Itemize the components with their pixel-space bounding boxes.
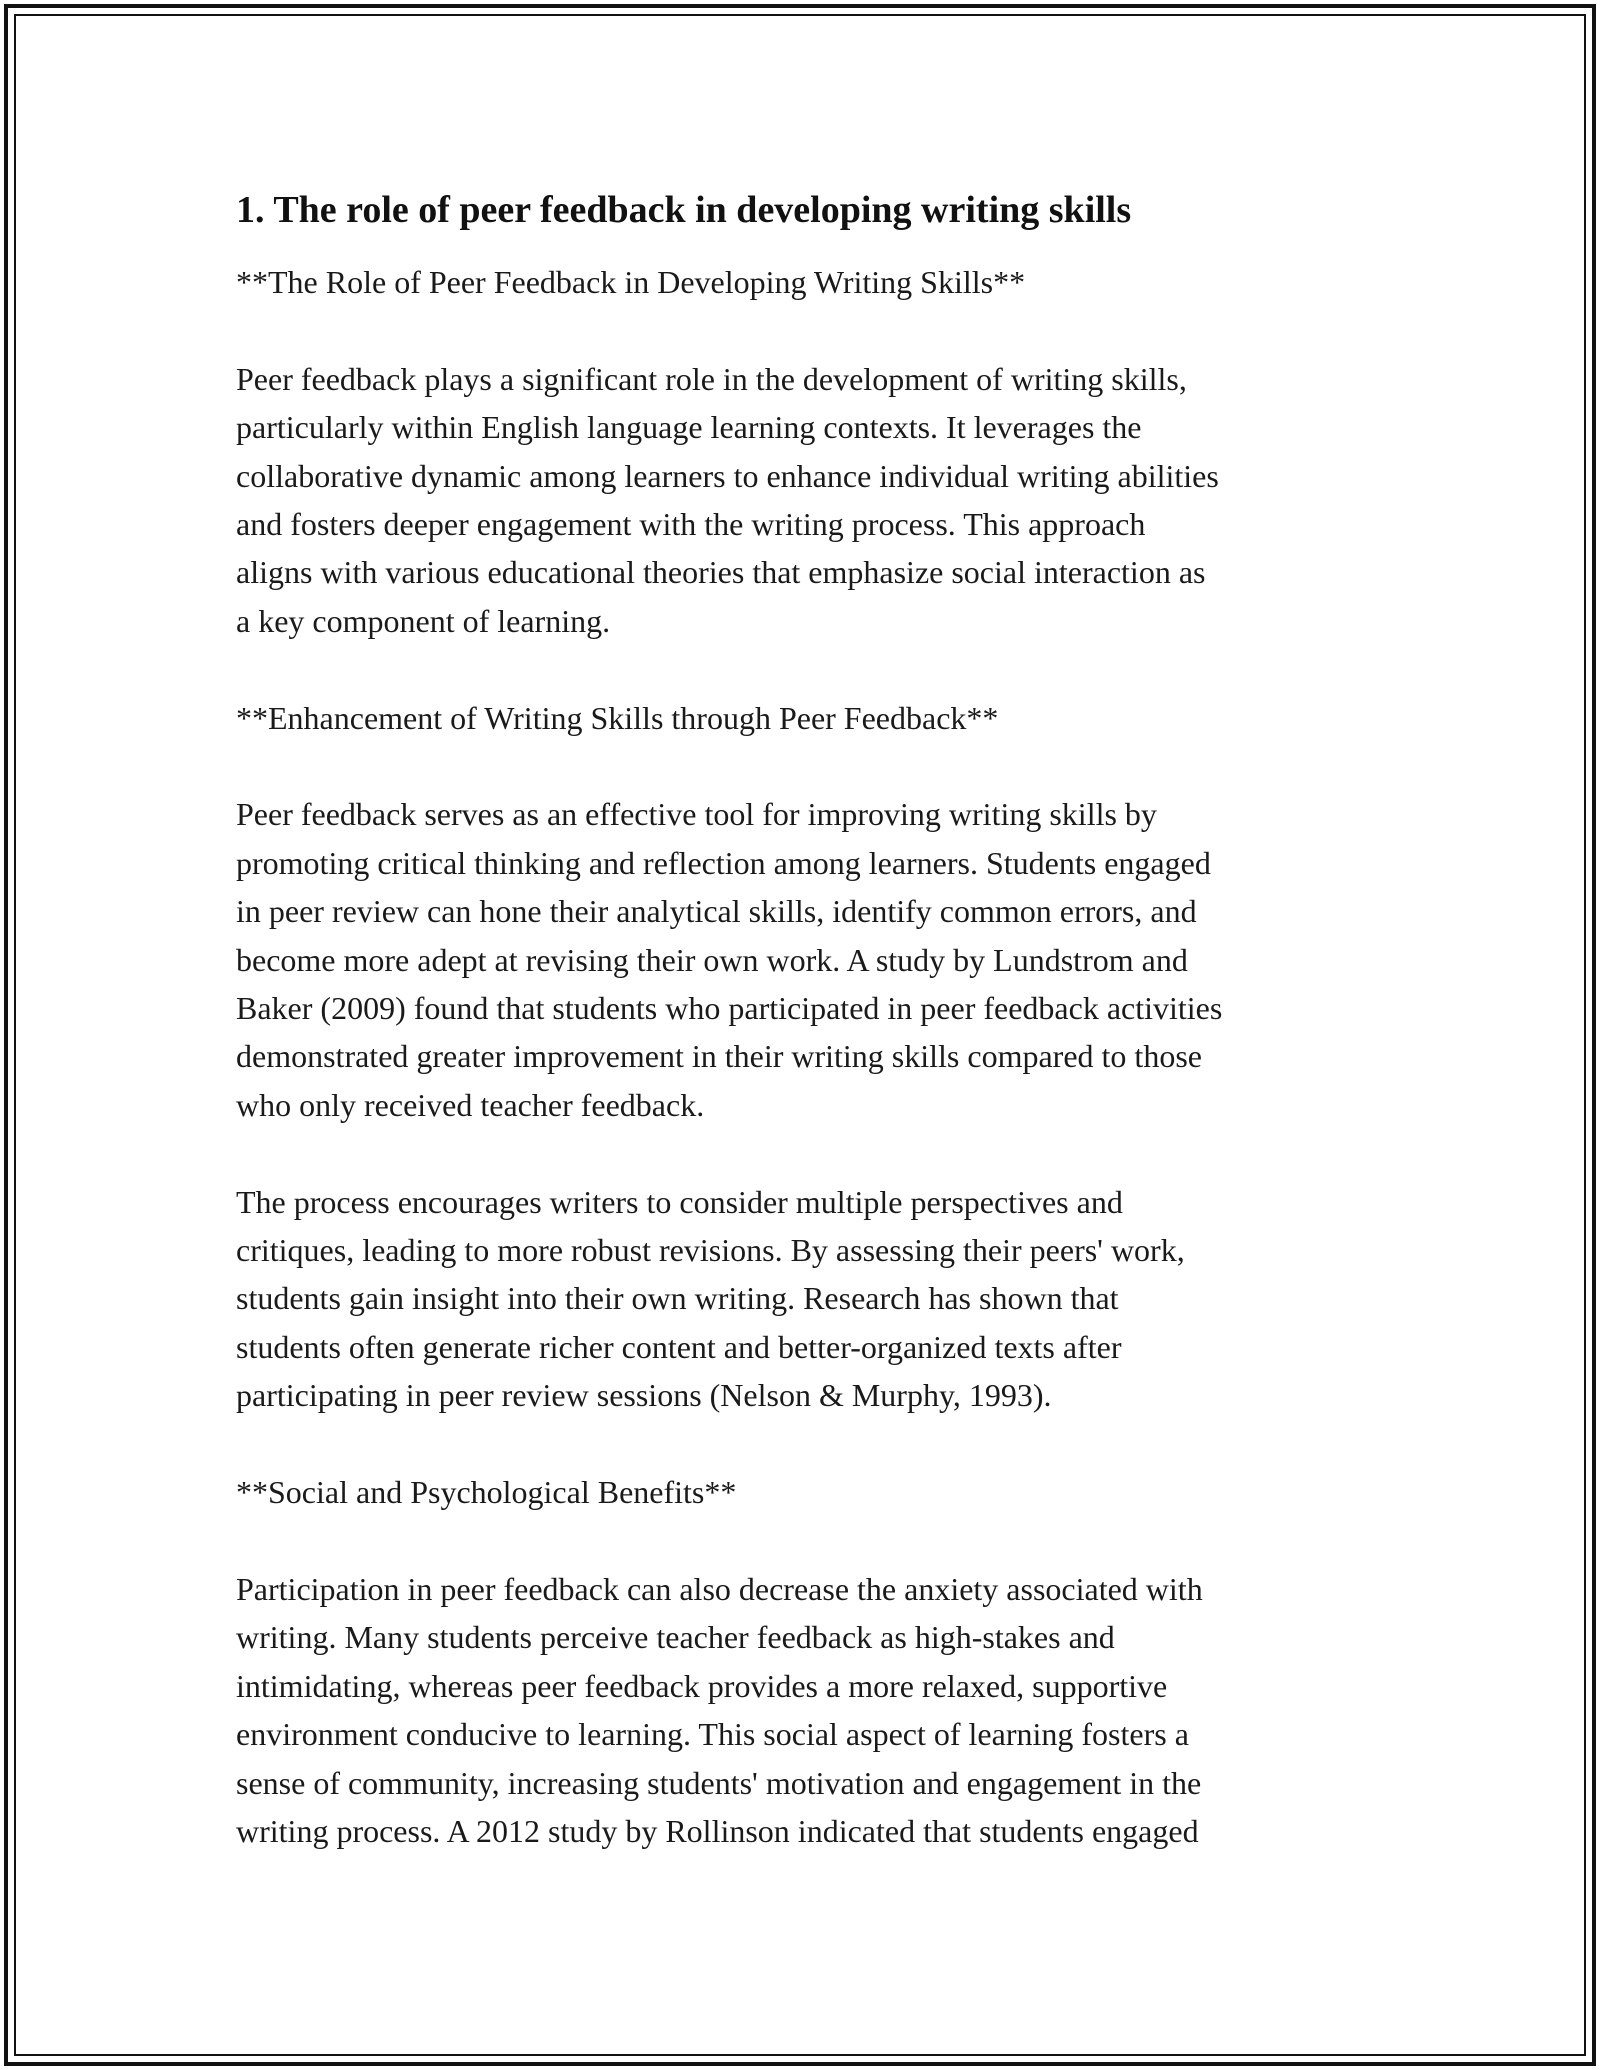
text-line: **Social and Psychological Benefits** <box>236 1474 737 1511</box>
text-line: a key component of learning. <box>236 602 611 639</box>
subsection-title <box>236 694 1376 742</box>
document-blocks <box>236 258 1376 1855</box>
text-line: in peer review can hone their analytical skills, identify common errors, and <box>236 893 1197 930</box>
text-line: environment conducive to learning. This social aspect of learning fosters a <box>236 1716 1189 1753</box>
text-line: collaborative dynamic among learners to enhance individual writing abilities <box>236 457 1219 494</box>
text-line: Baker (2009) found that students who participated in peer feedback activities <box>236 990 1223 1027</box>
text-line: writing process. A 2012 study by Rollinson indicated that students engaged <box>236 1812 1199 1849</box>
text-line: participating in peer review sessions (Nelson & Murphy, 1993). <box>236 1377 1052 1414</box>
text-line: and fosters deeper engagement with the writing process. This approach <box>236 506 1146 543</box>
text-line: become more adept at revising their own work. A study by Lundstrom and <box>236 941 1188 978</box>
paragraph <box>236 1565 1376 1855</box>
paragraph <box>236 355 1376 645</box>
subsection-title <box>236 258 1376 306</box>
text-line: demonstrated greater improvement in their writing skills compared to those <box>236 1038 1202 1075</box>
text-line: **Enhancement of Writing Skills through Peer Feedback** <box>236 699 999 736</box>
text-line: Peer feedback plays a significant role in the development of writing skills, <box>236 360 1187 397</box>
text-line: promoting critical thinking and reflection among learners. Students engaged <box>236 844 1211 881</box>
text-line: aligns with various educational theories that emphasize social interaction as <box>236 554 1206 591</box>
document-body <box>236 186 1376 1904</box>
paragraph <box>236 790 1376 1129</box>
section-heading: 1. The role of peer feedback in developing writing skills <box>236 189 1132 231</box>
text-line: writing. Many students perceive teacher feedback as high-stakes and <box>236 1619 1115 1656</box>
text-line: **The Role of Peer Feedback in Developing Writing Skills** <box>236 264 1026 300</box>
text-line: students gain insight into their own writing. Research has shown that <box>236 1280 1119 1317</box>
text-line: The process encourages writers to consider multiple perspectives and <box>236 1183 1123 1220</box>
paragraph <box>236 1178 1376 1420</box>
text-line: particularly within English language learning contexts. It leverages the <box>236 409 1142 446</box>
text-line: Participation in peer feedback can also decrease the anxiety associated with <box>236 1570 1203 1607</box>
text-line: critiques, leading to more robust revisions. By assessing their peers' work, <box>236 1232 1185 1269</box>
text-line: sense of community, increasing students' motivation and engagement in the <box>236 1764 1202 1801</box>
text-line: students often generate richer content and better-organized texts after <box>236 1328 1122 1365</box>
text-line: who only received teacher feedback. <box>236 1086 705 1123</box>
text-line: Peer feedback serves as an effective tool for improving writing skills by <box>236 796 1157 833</box>
subsection-title <box>236 1468 1376 1516</box>
text-line: intimidating, whereas peer feedback provides a more relaxed, supportive <box>236 1667 1168 1704</box>
